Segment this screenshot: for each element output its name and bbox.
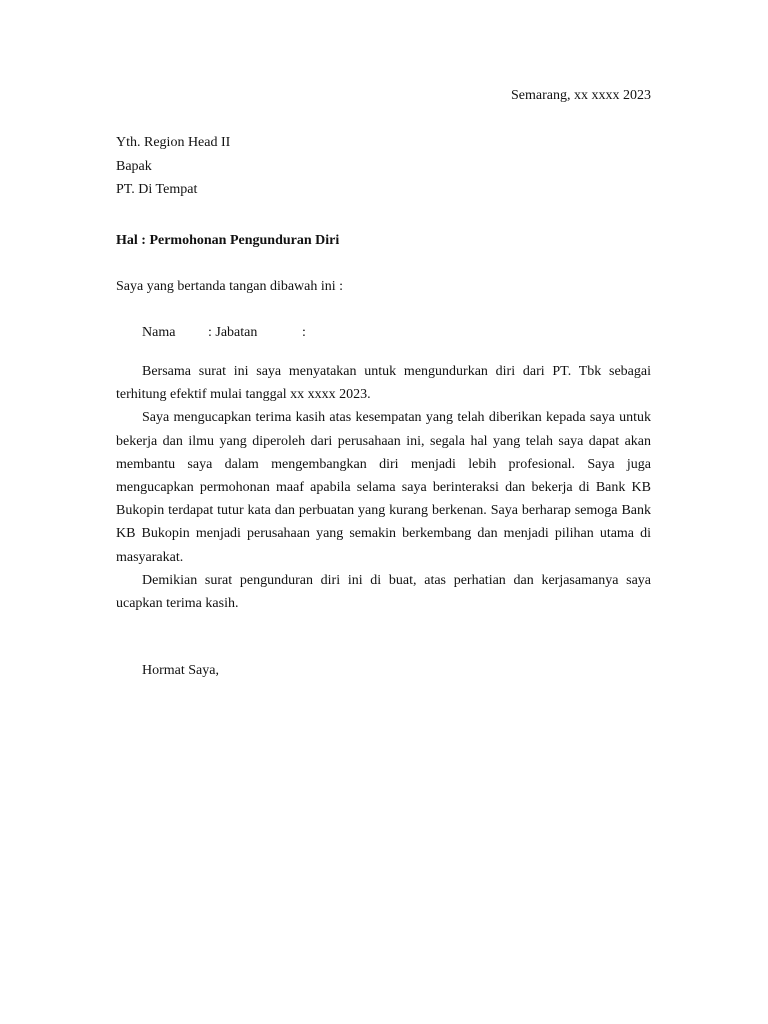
closing-salutation: Hormat Saya, xyxy=(142,663,219,678)
addressee-block xyxy=(116,131,230,202)
letter-subject: Hal : Permohonan Pengunduran Diri xyxy=(116,233,340,248)
addressee-line-recipient: Yth. Region Head II xyxy=(116,135,231,150)
name-label: Nama xyxy=(142,325,176,340)
intro-line: Saya yang bertanda tangan dibawah ini : xyxy=(116,279,344,294)
identity-fields xyxy=(142,323,306,343)
paragraph-gratitude: Saya mengucapkan terima kasih atas kesempatan yang telah diberikan kepada saya untuk bekerja dan ilmu yang diperoleh dari perusahaan ini, segala hal yang telah saya dapat akan membantu saya dalam mengembangkan diri menjadi lebih profesional. Saya juga mengucapkan permohonan maaf apabila selama saya berinteraksi dan bekerja di Bank KB Bukopin terdapat tutur kata dan perbuatan yang kurang berkenan. Saya berharap semoga Bank KB Bukopin menjadi perusahaan yang semakin berkembang dan menjadi pilihan utama di masyarakat. xyxy=(116,410,651,565)
addressee-line-company: PT. Di Tempat xyxy=(116,182,198,197)
paragraph-resignation: Bersama surat ini saya menyatakan untuk mengundurkan diri dari PT. Tbk sebagai terhitung efektif mulai tanggal xx xxxx 2023. xyxy=(116,364,651,403)
letter-body xyxy=(116,360,651,615)
position-label: : Jabatan xyxy=(208,325,258,340)
paragraph-closing: Demikian surat pengunduran diri ini di buat, atas perhatian dan kerjasamanya saya ucapkan terima kasih. xyxy=(116,572,651,612)
position-colon: : xyxy=(302,325,306,340)
addressee-line-salutation: Bapak xyxy=(116,158,152,174)
place-date: Semarang, xx xxxx 2023 xyxy=(511,88,651,103)
